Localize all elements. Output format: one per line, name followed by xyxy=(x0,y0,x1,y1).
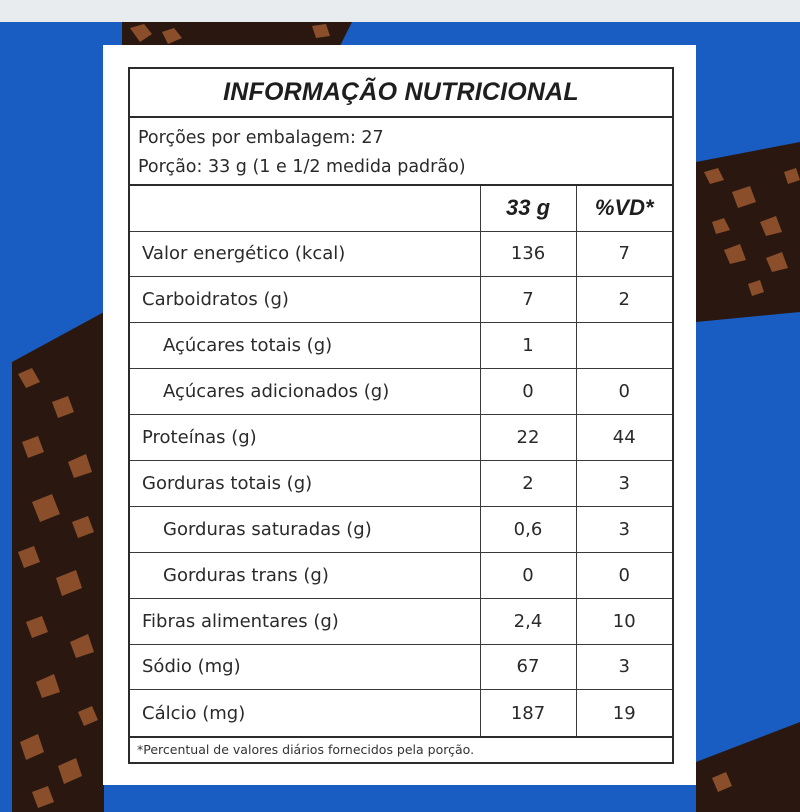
nutrient-name: Sódio (mg) xyxy=(130,644,480,690)
table-row xyxy=(130,506,672,552)
nutrient-name: Gorduras saturadas (g) xyxy=(130,506,480,552)
nutrient-amount: 187 xyxy=(480,690,576,736)
nutrient-daily-value: 10 xyxy=(576,598,672,644)
table-row xyxy=(130,415,672,461)
nutrient-daily-value xyxy=(576,323,672,369)
nutrient-amount: 22 xyxy=(480,415,576,461)
table-row xyxy=(130,277,672,323)
table-row xyxy=(130,231,672,277)
table-row xyxy=(130,323,672,369)
servings-per-package: Porções por embalagem: 27 xyxy=(138,128,384,148)
nutrient-daily-value: 3 xyxy=(576,460,672,506)
nutrient-name: Proteínas (g) xyxy=(130,415,480,461)
top-browser-strip xyxy=(0,0,800,22)
nutrient-daily-value: 3 xyxy=(576,506,672,552)
table-row xyxy=(130,598,672,644)
table-row xyxy=(130,644,672,690)
nutrient-daily-value: 0 xyxy=(576,369,672,415)
nutrient-name: Açúcares adicionados (g) xyxy=(130,369,480,415)
nutrient-amount: 2,4 xyxy=(480,598,576,644)
nutrient-name: Gorduras totais (g) xyxy=(130,460,480,506)
table-header-row xyxy=(130,186,672,231)
nutrient-daily-value: 44 xyxy=(576,415,672,461)
header-blank xyxy=(130,186,480,231)
nutrient-name: Carboidratos (g) xyxy=(130,277,480,323)
serving-size: Porção: 33 g (1 e 1/2 medida padrão) xyxy=(138,157,466,177)
nutrient-amount: 0 xyxy=(480,369,576,415)
nutrient-amount: 0,6 xyxy=(480,506,576,552)
footnote: *Percentual de valores diários fornecidos pela porção. xyxy=(130,736,672,762)
table-row xyxy=(130,690,672,736)
label-title: INFORMAÇÃO NUTRICIONAL xyxy=(130,69,672,118)
nutrient-amount: 136 xyxy=(480,231,576,277)
nutrient-amount: 67 xyxy=(480,644,576,690)
nutrition-table xyxy=(130,186,672,736)
nutrient-daily-value: 3 xyxy=(576,644,672,690)
nutrient-name: Gorduras trans (g) xyxy=(130,552,480,598)
nutrient-amount: 1 xyxy=(480,323,576,369)
nutrient-amount: 7 xyxy=(480,277,576,323)
header-amount: 33 g xyxy=(480,186,576,231)
table-row xyxy=(130,552,672,598)
nutrient-amount: 2 xyxy=(480,460,576,506)
table-row xyxy=(130,460,672,506)
nutrition-facts-label xyxy=(128,67,674,764)
nutrient-name: Valor energético (kcal) xyxy=(130,231,480,277)
nutrient-amount: 0 xyxy=(480,552,576,598)
nutrient-daily-value: 0 xyxy=(576,552,672,598)
nutrient-daily-value: 19 xyxy=(576,690,672,736)
nutrient-name: Cálcio (mg) xyxy=(130,690,480,736)
nutrient-name: Açúcares totais (g) xyxy=(130,323,480,369)
header-daily-value: %VD* xyxy=(576,186,672,231)
table-row xyxy=(130,369,672,415)
nutrient-daily-value: 7 xyxy=(576,231,672,277)
nutrient-name: Fibras alimentares (g) xyxy=(130,598,480,644)
nutrient-daily-value: 2 xyxy=(576,277,672,323)
serving-info xyxy=(130,118,672,186)
